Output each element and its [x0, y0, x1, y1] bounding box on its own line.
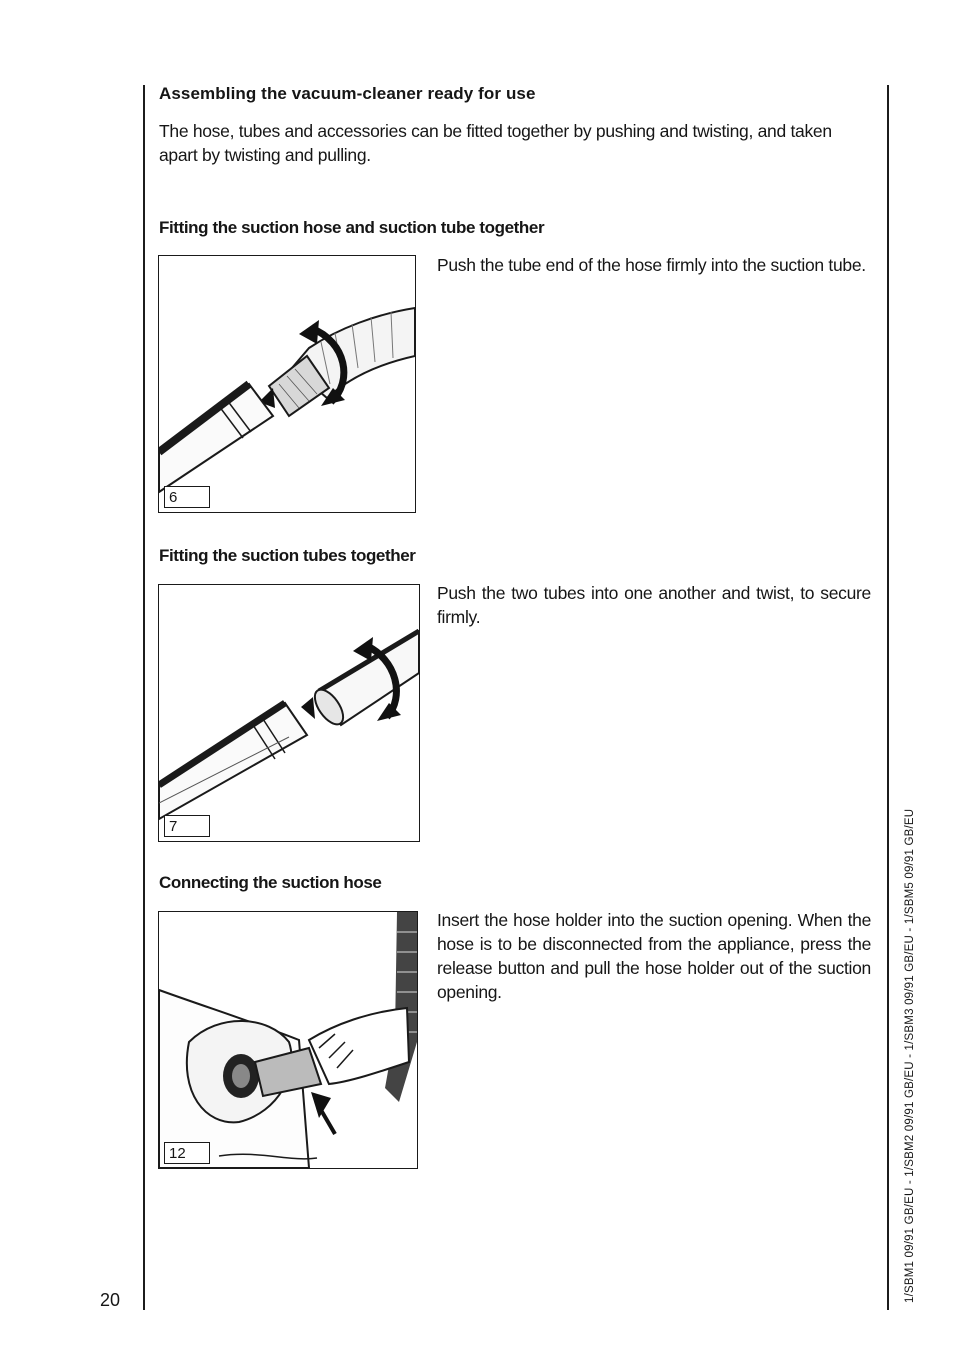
section-title: Assembling the vacuum-cleaner ready for use	[159, 84, 536, 103]
figure-12-illustration	[158, 911, 418, 1169]
figure-7-illustration	[158, 584, 420, 842]
figure-6-label: 6	[164, 486, 210, 508]
text-connecting-hose: Insert the hose holder into the suction opening. When the hose is to be disconnected from the appliance, press the release button and pull the hose holder out of the suction opening.	[437, 910, 871, 1002]
document-code-vertical: 1/SBM1 09/91 GB/EU - 1/SBM2 09/91 GB/EU - 1/SBM3 09/91 GB/EU - 1/SBM5 09/91 GB/EU	[904, 808, 916, 1303]
intro-text: The hose, tubes and accessories can be fitted together by pushing and twisting, and taken apart by twisting and pulling.	[159, 121, 832, 165]
page-number: 20	[100, 1290, 121, 1310]
heading-suction-tubes: Fitting the suction tubes together	[159, 546, 416, 565]
right-margin-rule	[887, 85, 889, 1310]
text-hose-and-tube: Push the tube end of the hose firmly into the suction tube.	[437, 255, 866, 275]
left-margin-rule	[143, 85, 145, 1310]
heading-hose-and-tube: Fitting the suction hose and suction tube together	[159, 218, 545, 237]
figure-7-label: 7	[164, 815, 210, 837]
heading-connecting-hose: Connecting the suction hose	[159, 873, 382, 892]
text-suction-tubes: Push the two tubes into one another and twist, to secure firmly.	[437, 583, 871, 627]
figure-12-label: 12	[164, 1142, 210, 1164]
figure-6-illustration	[158, 255, 416, 513]
